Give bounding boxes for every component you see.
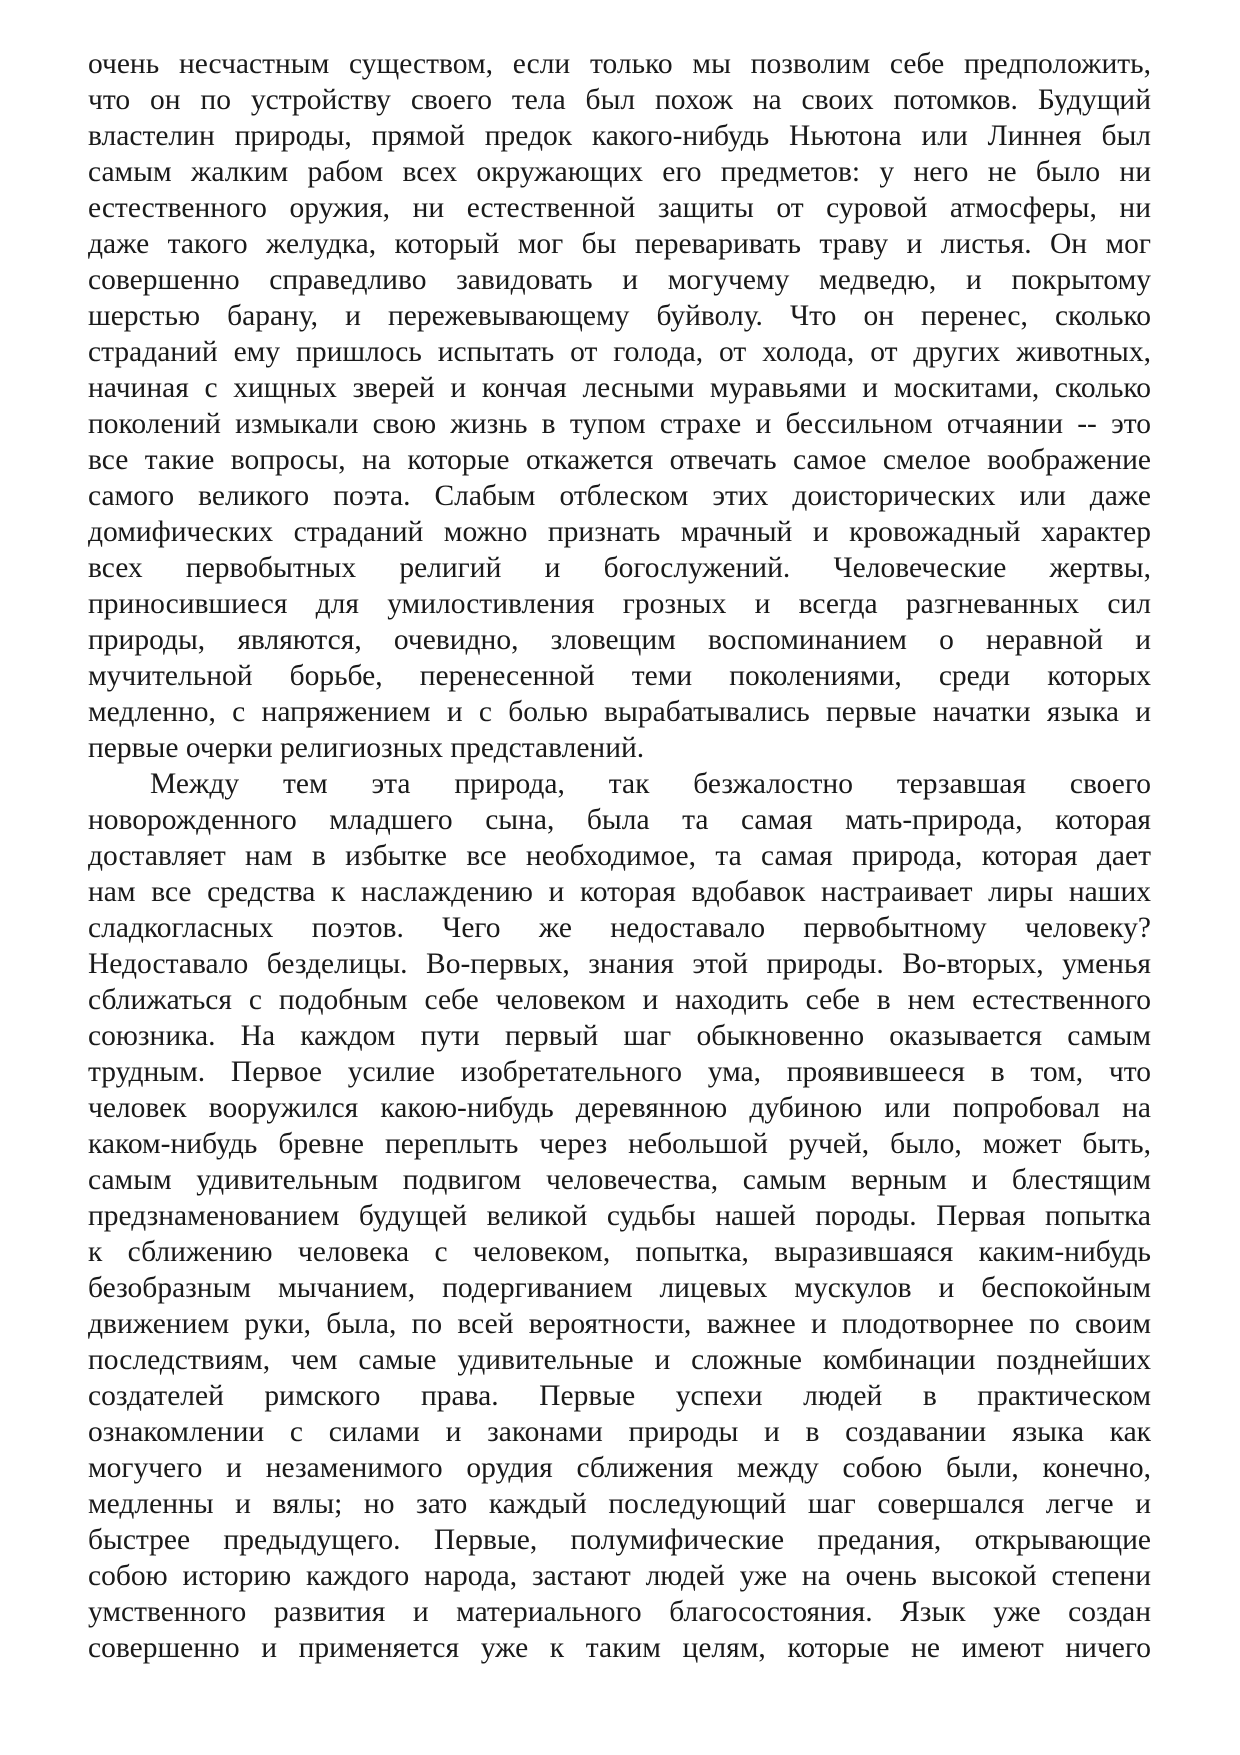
- text-line: первые очерки религиозных представлений.: [88, 732, 645, 764]
- text-column: [88, 46, 1151, 1666]
- text-line: всех первобытных религий и богослужений. Человеческие жертвы,: [88, 552, 1151, 584]
- text-line: к сближению человека с человеком, попытка, выразившаяся каким-нибудь: [88, 1236, 1151, 1268]
- text-line: предзнаменованием будущей великой судьбы нашей породы. Первая попытка: [88, 1200, 1151, 1232]
- text-line: страданий ему пришлось испытать от голода, от холода, от других животных,: [88, 336, 1151, 368]
- text-line: движением руки, была, по всей вероятности, важнее и плодотворнее по своим: [88, 1308, 1151, 1340]
- text-line: союзника. На каждом пути первый шаг обыкновенно оказывается самым: [88, 1020, 1151, 1052]
- text-line: каком-нибудь бревне переплыть через небольшой ручей, было, может быть,: [88, 1128, 1151, 1160]
- text-line: собою историю каждого народа, застают людей уже на очень высокой степени: [88, 1560, 1151, 1592]
- text-line: умственного развития и материального благосостояния. Язык уже создан: [88, 1596, 1151, 1628]
- text-line: доставляет нам в избытке все необходимое, та самая природа, которая дает: [88, 840, 1151, 872]
- text-line: человек вооружился какою-нибудь деревянною дубиною или попробовал на: [88, 1092, 1151, 1124]
- text-line: сладкогласных поэтов. Чего же недоставало первобытному человеку?: [88, 912, 1151, 944]
- text-line: начиная с хищных зверей и кончая лесными муравьями и москитами, сколько: [88, 372, 1151, 404]
- text-line: медленны и вялы; но зато каждый последующий шаг совершался легче и: [88, 1488, 1151, 1520]
- text-line: что он по устройству своего тела был похож на своих потомков. Будущий: [88, 84, 1151, 116]
- text-line: ознакомлении с силами и законами природы и в создавании языка как: [88, 1416, 1151, 1448]
- text-line: безобразным мычанием, подергиванием лицевых мускулов и беспокойным: [88, 1272, 1151, 1304]
- text-line: мучительной борьбе, перенесенной теми поколениями, среди которых: [88, 660, 1151, 692]
- paragraph-2: [88, 766, 1151, 1666]
- text-line: шерстью барану, и пережевывающему буйволу. Что он перенес, сколько: [88, 300, 1151, 332]
- text-line: медленно, с напряжением и с болью вырабатывались первые начатки языка и: [88, 696, 1151, 728]
- text-line: последствиям, чем самые удивительные и сложные комбинации позднейших: [88, 1344, 1151, 1376]
- text-line: даже такого желудка, который мог бы переваривать траву и листья. Он мог: [88, 228, 1151, 260]
- text-line: очень несчастным существом, если только мы позволим себе предположить,: [88, 48, 1151, 80]
- text-line: самым жалким рабом всех окружающих его предметов: у него не было ни: [88, 156, 1151, 188]
- text-line: домифических страданий можно признать мрачный и кровожадный характер: [88, 516, 1151, 548]
- text-line: все такие вопросы, на которые откажется отвечать самое смелое воображение: [88, 444, 1151, 476]
- text-line: самого великого поэта. Слабым отблеском этих доисторических или даже: [88, 480, 1151, 512]
- text-line: поколений измыкали свою жизнь в тупом страхе и бессильном отчаянии -- это: [88, 408, 1151, 440]
- text-line: быстрее предыдущего. Первые, полумифические предания, открывающие: [88, 1524, 1151, 1556]
- text-line: приносившиеся для умилостивления грозных и всегда разгневанных сил: [88, 588, 1151, 620]
- text-line: природы, являются, очевидно, зловещим воспоминанием о неравной и: [88, 624, 1151, 656]
- paragraph-1: [88, 46, 1151, 766]
- text-line: властелин природы, прямой предок какого-нибудь Ньютона или Линнея был: [88, 120, 1151, 152]
- text-line: совершенно и применяется уже к таким целям, которые не имеют ничего: [88, 1632, 1151, 1664]
- text-line: Недоставало безделицы. Во-первых, знания этой природы. Во-вторых, уменья: [88, 948, 1151, 980]
- text-line: нам все средства к наслаждению и которая вдобавок настраивает лиры наших: [88, 876, 1151, 908]
- text-line: совершенно справедливо завидовать и могучему медведю, и покрытому: [88, 264, 1151, 296]
- text-line: создателей римского права. Первые успехи людей в практическом: [88, 1380, 1151, 1412]
- text-line: естественного оружия, ни естественной защиты от суровой атмосферы, ни: [88, 192, 1151, 224]
- text-line: самым удивительным подвигом человечества, самым верным и блестящим: [88, 1164, 1151, 1196]
- text-line: Между тем эта природа, так безжалостно терзавшая своего: [150, 768, 1151, 800]
- text-line: новорожденного младшего сына, была та самая мать-природа, которая: [88, 804, 1151, 836]
- text-line: трудным. Первое усилие изобретательного ума, проявившееся в том, что: [88, 1056, 1151, 1088]
- text-line: сближаться с подобным себе человеком и находить себе в нем естественного: [88, 984, 1151, 1016]
- text-line: могучего и незаменимого орудия сближения между собою были, конечно,: [88, 1452, 1151, 1484]
